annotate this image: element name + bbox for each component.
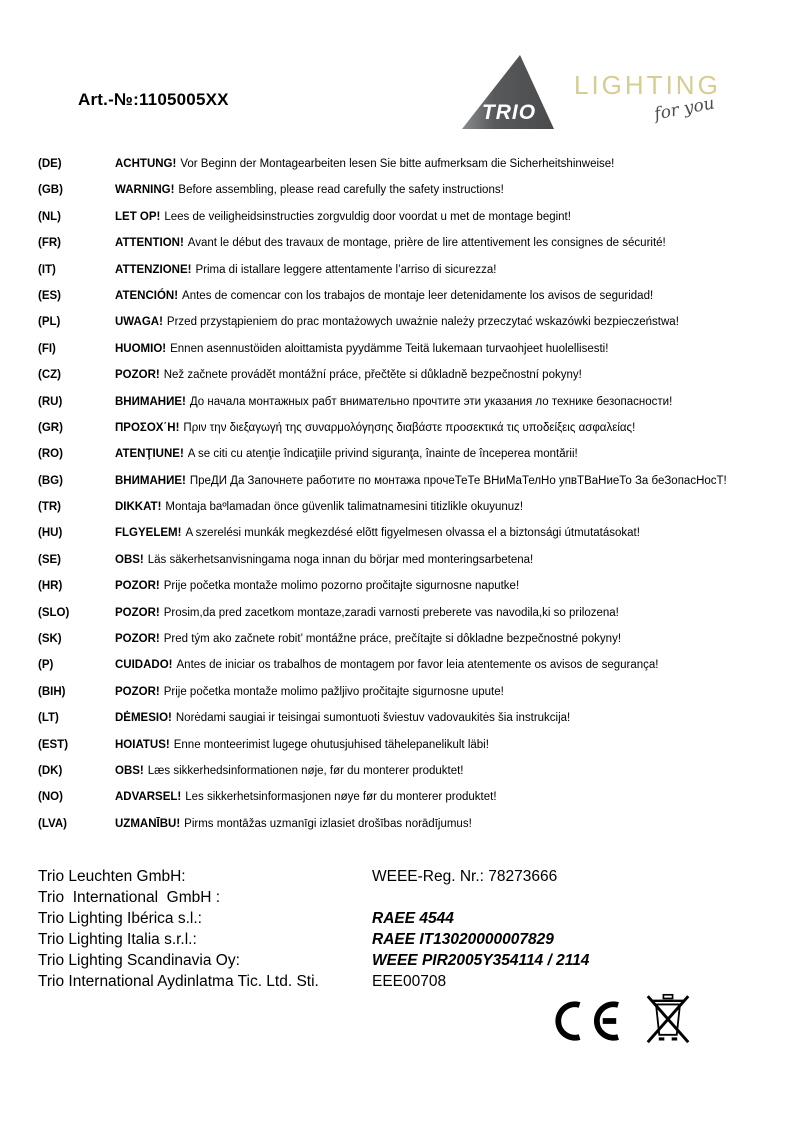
warning-row <box>38 341 784 358</box>
warning-text: Πριν την διεξαγωγή της συναρμολόγησης διαβάστε προσεκτικά τις υποδείξεις ασφαλείας! <box>183 421 636 434</box>
company-registration: RAEE 4544 <box>372 910 454 927</box>
warning-keyword: OBS! <box>115 553 144 566</box>
warning-message <box>115 288 653 305</box>
warning-lang-code: (HU) <box>38 527 63 540</box>
warning-text: Vor Beginn der Montagearbeiten lesen Sie bitte aufmerksam die Sicherheitshinweise! <box>180 158 615 170</box>
warning-lang-code: (SK) <box>38 633 62 646</box>
warning-row <box>38 182 784 199</box>
warning-message <box>115 209 571 226</box>
warning-keyword: UWAGA! <box>115 316 163 329</box>
warning-message <box>115 578 519 595</box>
warning-keyword: DIKKAT! <box>115 501 162 514</box>
warning-message <box>115 763 464 780</box>
warning-text: Prije početka montaže molimo pažljivo pročitajte sigurnosne upute! <box>163 685 504 698</box>
company-name: Trio International Aydinlatma Tic. Ltd. Sti. <box>38 973 319 990</box>
warning-lang-code: (CZ) <box>38 369 61 382</box>
warning-lang-code: (FI) <box>38 342 56 355</box>
warning-keyword: FLGYELEM! <box>115 527 182 540</box>
warning-lang-code: (RO) <box>38 448 63 461</box>
warning-message <box>115 525 640 542</box>
warning-lang-code: (ES) <box>38 289 61 302</box>
warning-text: Antes de comencar con los trabajos de montaje leer detenidamente los avisos de seguridad! <box>182 289 654 302</box>
company-registration: RAEE IT13020000007829 <box>372 931 554 948</box>
warning-message <box>115 446 578 463</box>
warning-text: Les sikkerhetsinformasjonen nøye før du monterer produktet! <box>185 791 497 804</box>
warning-keyword: ATENŢIUNE! <box>115 448 184 461</box>
warning-row <box>38 288 784 305</box>
lighting-wordmark: LIGHTING <box>574 70 721 100</box>
warning-lang-code: (SLO) <box>38 606 70 619</box>
ce-mark-icon <box>550 998 622 1044</box>
warning-message <box>115 394 672 411</box>
warning-lang-code: (BIH) <box>38 685 66 698</box>
warning-text: Prosim,da pred zacetkom montaze,zaradi varnosti preberete vas navodila,ki so prilozena! <box>163 606 619 619</box>
warning-text: Lees de veiligheidsinstructies zorgvuldig door voordat u met de montage begint! <box>164 210 571 223</box>
company-name: Trio Leuchten GmbH: <box>38 868 186 885</box>
warning-row <box>38 710 784 727</box>
warning-keyword: HUOMIO! <box>115 342 167 355</box>
warning-keyword: ATENCIÓN! <box>115 289 179 302</box>
warning-keyword: POZOR! <box>115 369 160 382</box>
warning-keyword: OBS! <box>115 764 144 777</box>
warning-lang-code: (LVA) <box>38 817 67 830</box>
warning-lang-code: (DE) <box>38 158 62 170</box>
warning-keyword: LET OP! <box>115 210 161 223</box>
warning-message <box>115 816 472 833</box>
warning-lang-code: (DK) <box>38 764 63 777</box>
company-registration <box>372 887 778 908</box>
warning-text: Norėdami saugiai ir teisingai sumontuoti šviestuv vadovaukitės šia instrukcija! <box>175 712 571 725</box>
warning-keyword: ATTENZIONE! <box>115 263 192 276</box>
warning-lang-code: (TR) <box>38 501 61 514</box>
warning-text: Læs sikkerhedsinformationen nøje, før du monterer produktet! <box>147 764 464 777</box>
warning-keyword: HOIATUS! <box>115 738 170 751</box>
warning-message <box>115 710 570 727</box>
warning-row <box>38 473 784 490</box>
warning-keyword: POZOR! <box>115 580 160 593</box>
warning-text: Przed przystąpieniem do prac montażowych uważnie należy przeczytać wskazówki bezpieczeństwa! <box>166 316 679 329</box>
warning-row <box>38 631 784 648</box>
company-name: Trio Lighting Scandinavia Oy: <box>38 952 240 969</box>
warning-keyword: WARNING! <box>115 184 175 197</box>
warning-text: Ennen asennustöiden aloittamista pyydämme Teitä lukemaan turvaohjeet huolellisesti! <box>170 342 609 355</box>
warning-text: Läs säkerhetsanvisningama noga innan du börjar med monteringsarbetena! <box>147 553 534 566</box>
warning-row <box>38 446 784 463</box>
company-registration-list <box>38 866 778 992</box>
warning-text: Before assembling, please read carefully the safety instructions! <box>178 184 504 197</box>
company-row <box>38 950 778 971</box>
warning-keyword: ВНИМАНИЕ! <box>115 474 186 487</box>
warning-row <box>38 235 784 252</box>
warning-text: A se citi cu atenţie îndicaţiile privind siguranţa, înainte de începerea montării! <box>187 448 578 461</box>
warning-lang-code: (LT) <box>38 712 59 725</box>
warning-text: Pirms montāžas uzmanīgi izlasiet drošības norādījumus! <box>184 817 472 830</box>
warning-lang-code: (GR) <box>38 421 63 434</box>
warning-keyword: ΠΡΟΣΟΧ΄Η! <box>115 421 180 434</box>
warning-text: Enne monteerimist lugege ohutusjuhised tähelepanelikult läbi! <box>173 738 489 751</box>
warning-text: До начала монтажных рабт внимательно прочтите эти указания ло технике безопасности! <box>189 395 673 408</box>
warning-row <box>38 684 784 701</box>
warning-row <box>38 262 784 279</box>
warning-message <box>115 182 504 199</box>
company-registration: WEEE PIR2005Y354114 / 2114 <box>372 952 590 969</box>
warning-text: Pred tým ako začnete robit’ montážne práce, prečítajte si dôkladne bezpečnostné pokyny! <box>163 633 622 646</box>
article-number: Art.-№:1105005XX <box>78 90 229 109</box>
warning-lang-code: (PL) <box>38 316 61 329</box>
warning-lang-code: (P) <box>38 659 54 672</box>
warnings-list <box>38 156 784 842</box>
warning-message <box>115 473 727 490</box>
warning-message <box>115 367 582 384</box>
warning-row <box>38 552 784 569</box>
warning-row <box>38 605 784 622</box>
warning-lang-code: (NO) <box>38 791 63 804</box>
warning-lang-code: (SE) <box>38 553 61 566</box>
warning-message <box>115 262 497 279</box>
company-row <box>38 908 778 929</box>
warning-text: Prije početka montaže molimo pozorno pročitajte sigurnosne naputke! <box>163 580 520 593</box>
warning-row <box>38 209 784 226</box>
warning-lang-code: (NL) <box>38 210 61 223</box>
warning-row <box>38 394 784 411</box>
trio-triangle-icon <box>462 55 554 129</box>
company-row <box>38 866 778 887</box>
warning-message <box>115 737 489 754</box>
warning-row <box>38 763 784 780</box>
warning-lang-code: (EST) <box>38 738 69 751</box>
warning-lang-code: (FR) <box>38 237 61 250</box>
warning-row <box>38 737 784 754</box>
warning-text: Montaja baºlamadan önce güvenlik talimatnamesini titizlikle okuyunuz! <box>165 501 524 514</box>
trio-brand-text: TRIO <box>481 101 537 124</box>
company-name: Trio Lighting Ibérica s.l.: <box>38 910 202 927</box>
warning-message <box>115 605 619 622</box>
warning-keyword: ADVARSEL! <box>115 791 182 804</box>
company-registration: EEE00708 <box>372 973 447 990</box>
warning-keyword: POZOR! <box>115 633 160 646</box>
warning-message <box>115 420 635 437</box>
warning-message <box>115 552 533 569</box>
warning-message <box>115 657 659 674</box>
company-row <box>38 887 778 908</box>
warning-lang-code: (RU) <box>38 395 63 408</box>
warning-message <box>115 789 497 806</box>
warning-row <box>38 578 784 595</box>
warning-text: ПреДИ Да Започнете работите по монтажа прочеТеТе ВНиМаТелНо упвТВаНиеТо За беЗопасНосТ! <box>189 474 727 487</box>
warning-lang-code: (IT) <box>38 263 56 276</box>
warning-keyword: CUIDADO! <box>115 659 173 672</box>
warning-keyword: DĖMESIO! <box>115 712 172 725</box>
warning-message <box>115 631 621 648</box>
warning-text: Antes de iniciar os trabalhos de montagem por favor leia atentemente os avisos de segurança! <box>176 659 659 672</box>
warning-text: A szerelési munkák megkezdésé elõtt figyelmesen olvassa el a biztonsági útmutatásokat! <box>185 527 640 540</box>
warning-message <box>115 235 666 252</box>
company-name: Trio International GmbH : <box>38 889 221 906</box>
company-name: Trio Lighting Italia s.r.l.: <box>38 931 197 948</box>
warning-row <box>38 156 784 173</box>
warning-row <box>38 816 784 833</box>
warning-message <box>115 156 614 173</box>
warning-keyword: ATTENTION! <box>115 237 184 250</box>
warning-text: Než začnete provádět montážní práce, přečtěte si důkladně bezpečnostní pokyny! <box>163 369 582 382</box>
warning-lang-code: (HR) <box>38 580 63 593</box>
warning-row <box>38 789 784 806</box>
warning-lang-code: (BG) <box>38 474 63 487</box>
warning-lang-code: (GB) <box>38 184 63 197</box>
warning-text: Avant le début des travaux de montage, prière de lire attentivement les consignes de sécurité! <box>187 237 666 250</box>
warning-row <box>38 367 784 384</box>
warning-keyword: ВНИМАНИЕ! <box>115 395 186 408</box>
warning-keyword: UZMANĪBU! <box>115 817 181 830</box>
warning-message <box>115 499 523 516</box>
company-row <box>38 971 778 992</box>
warning-message <box>115 314 679 331</box>
warning-message <box>115 341 608 358</box>
trio-lighting-logo <box>462 55 752 135</box>
weee-bin-icon <box>645 993 691 1049</box>
warning-keyword: POZOR! <box>115 606 160 619</box>
logo-tagline: for you <box>652 93 717 125</box>
company-registration: WEEE-Reg. Nr.: 78273666 <box>372 868 558 885</box>
warning-keyword: POZOR! <box>115 685 160 698</box>
warning-keyword: ACHTUNG! <box>115 158 177 170</box>
warning-message <box>115 684 504 701</box>
warning-row <box>38 525 784 542</box>
warning-row <box>38 657 784 674</box>
warning-text: Prima di istallare leggere attentamente l’arriso di sicurezza! <box>195 263 497 276</box>
company-row <box>38 929 778 950</box>
warning-row <box>38 314 784 331</box>
warning-row <box>38 420 784 437</box>
warning-row <box>38 499 784 516</box>
